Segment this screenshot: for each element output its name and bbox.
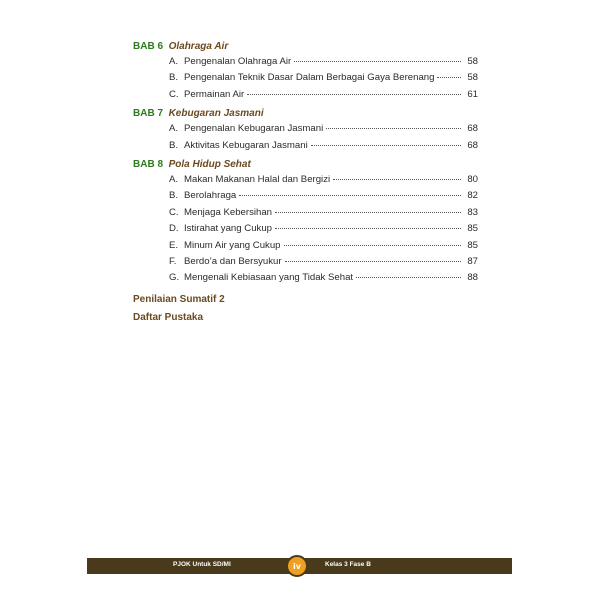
entry-text: Pengenalan Teknik Dasar Dalam Berbagai Gaya Berenang <box>184 72 435 84</box>
toc-entry[interactable] <box>133 138 478 154</box>
chapter-7 <box>133 107 478 154</box>
dot-leader <box>285 261 461 262</box>
entry-letter: B. <box>169 139 179 151</box>
chapter-heading <box>133 107 478 121</box>
entry-page: 68 <box>467 139 478 151</box>
toc-entry[interactable] <box>133 221 478 237</box>
chapter-number: BAB 7 <box>133 108 164 120</box>
entry-page: 80 <box>467 174 478 186</box>
entry-letter: A. <box>169 56 179 67</box>
toc-entry[interactable] <box>133 270 478 286</box>
dot-leader <box>294 61 461 62</box>
entry-text: Pengenalan Olahraga Air <box>184 56 292 67</box>
entry-text: Minum Air yang Cukup <box>184 239 281 251</box>
toc-entry[interactable] <box>133 54 478 70</box>
chapter-title: Olahraga Air <box>168 41 229 52</box>
toc-entry[interactable] <box>133 238 478 254</box>
entry-letter: C. <box>169 88 179 100</box>
toc-entry[interactable] <box>133 70 478 86</box>
chapter-number: BAB 8 <box>133 159 164 171</box>
entry-page: 61 <box>467 88 478 100</box>
chapter-number: BAB 6 <box>133 41 164 52</box>
dot-leader <box>437 77 461 78</box>
entry-text: Berdo’a dan Bersyukur <box>184 256 282 268</box>
entry-page: 88 <box>467 272 478 284</box>
entry-text: Mengenali Kebiasaan yang Tidak Sehat <box>184 272 354 284</box>
entry-letter: D. <box>169 223 179 235</box>
table-of-contents <box>133 40 478 325</box>
chapter-heading <box>133 158 478 172</box>
entry-page: 68 <box>467 123 478 135</box>
dot-leader <box>311 145 461 146</box>
entry-page: 85 <box>467 239 478 251</box>
entry-text: Pengenalan Kebugaran Jasmani <box>184 123 324 135</box>
entry-letter: B. <box>169 190 179 202</box>
entry-text: Makan Makanan Halal dan Bergizi <box>184 174 331 186</box>
chapter-title: Pola Hidup Sehat <box>168 159 251 171</box>
section-daftar-pustaka[interactable]: Daftar Pustaka <box>133 311 204 323</box>
entry-text: Istirahat yang Cukup <box>184 223 272 235</box>
chapter-title: Kebugaran Jasmani <box>168 108 264 120</box>
toc-entry[interactable] <box>133 205 478 221</box>
entry-letter: A. <box>169 174 179 186</box>
dot-leader <box>284 245 461 246</box>
chapter-8 <box>133 158 478 287</box>
footer-class-label: Kelas 3 Fase B <box>325 561 371 568</box>
toc-entry[interactable] <box>133 254 478 270</box>
entry-text: Menjaga Kebersihan <box>184 206 273 218</box>
footer-book-title: PJOK Untuk SD/MI <box>173 561 231 568</box>
entry-letter: A. <box>169 123 179 135</box>
section-penilaian-sumatif[interactable]: Penilaian Sumatif 2 <box>133 293 225 305</box>
toc-entry[interactable] <box>133 172 478 188</box>
entry-letter: F. <box>169 256 177 268</box>
entry-page: 82 <box>467 190 478 202</box>
entry-letter: E. <box>169 239 179 251</box>
dot-leader <box>356 277 461 278</box>
dot-leader <box>247 94 461 95</box>
entry-page: 58 <box>467 72 478 84</box>
chapter-6 <box>133 40 478 103</box>
entry-text: Permainan Air <box>184 88 245 100</box>
toc-entry[interactable] <box>133 188 478 204</box>
entry-page: 85 <box>467 223 478 235</box>
entry-text: Berolahraga <box>184 190 237 202</box>
dot-leader <box>333 179 461 180</box>
entry-letter: B. <box>169 72 179 84</box>
entry-letter: C. <box>169 206 179 218</box>
entry-page: 87 <box>467 256 478 268</box>
dot-leader <box>239 195 461 196</box>
dot-leader <box>275 212 461 213</box>
toc-entry[interactable] <box>133 121 478 137</box>
toc-entry[interactable] <box>133 87 478 103</box>
dot-leader <box>275 228 461 229</box>
entry-page: 83 <box>467 206 478 218</box>
chapter-heading <box>133 40 478 54</box>
page-number-badge: iv <box>286 555 308 577</box>
entry-text: Aktivitas Kebugaran Jasmani <box>184 139 308 151</box>
dot-leader <box>326 128 461 129</box>
entry-letter: G. <box>169 272 180 284</box>
entry-page: 58 <box>467 56 478 67</box>
